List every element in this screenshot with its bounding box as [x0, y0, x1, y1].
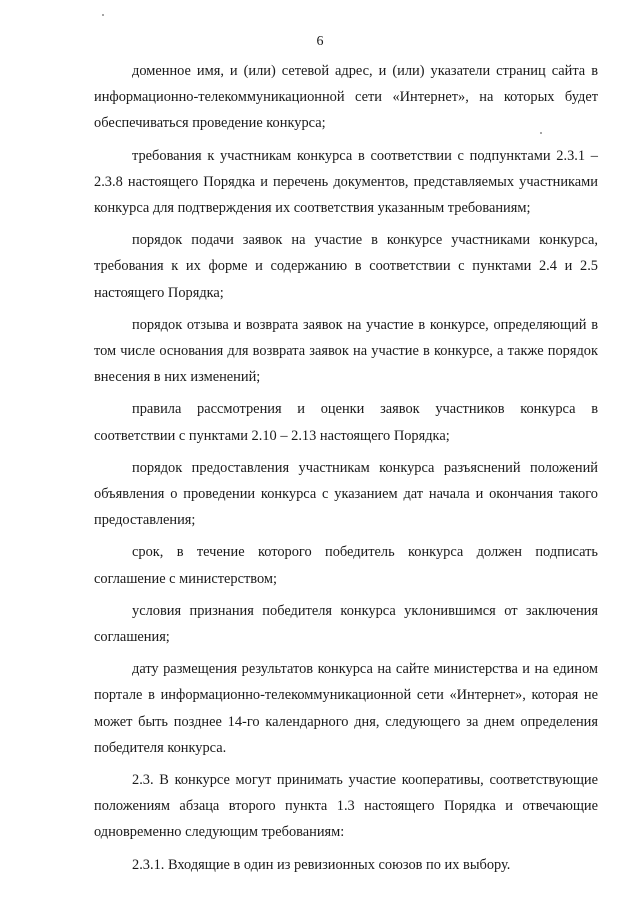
paragraph: срок, в течение которого победитель конкурса должен подписать соглашение с министерством;	[94, 544, 598, 587]
paragraph: условия признания победителя конкурса уклонившимся от заключения соглашения;	[94, 602, 598, 646]
paragraph: правила рассмотрения и оценки заявок участников конкурса в соответствии с пунктами 2.10 – 2.13 настоящего Порядка;	[94, 401, 598, 444]
paragraph: 2.3. В конкурсе могут принимать участие кооперативы, соответствующие положениям абзаца второго пункта 1.3 настоящего Порядка и отвечающие одновременно следующим требованиям:	[94, 772, 598, 841]
paragraph: порядок предоставления участникам конкурса разъяснений положений объявления о проведении конкурса с указанием дат начала и окончания такого предоставления;	[94, 459, 598, 529]
paragraph: требования к участникам конкурса в соответствии с подпунктами 2.3.1 – 2.3.8 настоящего Порядка и перечень документов, представляемых участниками конкурса для подтверждения их соответствия указанным требованиям;	[94, 147, 598, 217]
paragraph: порядок отзыва и возврата заявок на участие в конкурсе, определяющий в том числе основания для возврата заявок на участие в конкурсе, а также порядок внесения в них изменений;	[94, 316, 598, 386]
document-body	[94, 58, 598, 884]
paragraph: доменное имя, и (или) сетевой адрес, и (или) указатели страниц сайта в информационно-телекоммуникационной сети «Интернет», на которых будет обеспечиваться проведение конкурса;	[94, 63, 598, 132]
paragraph: 2.3.1. Входящие в один из ревизионных союзов по их выбору.	[132, 856, 511, 873]
paragraph: дату размещения результатов конкурса на сайте министерства и на едином портале в информационно-телекоммуникационной сети «Интернет», которая не может быть позднее 14-го календарного дня, следующего за днем определения победителя конкурса.	[94, 661, 598, 756]
paragraph: порядок подачи заявок на участие в конкурсе участниками конкурса, требования к их форме и содержанию в соответствии с пунктами 2.4 и 2.5 настоящего Порядка;	[94, 232, 598, 301]
page-number: 6	[316, 34, 324, 49]
scan-speck	[102, 14, 104, 16]
